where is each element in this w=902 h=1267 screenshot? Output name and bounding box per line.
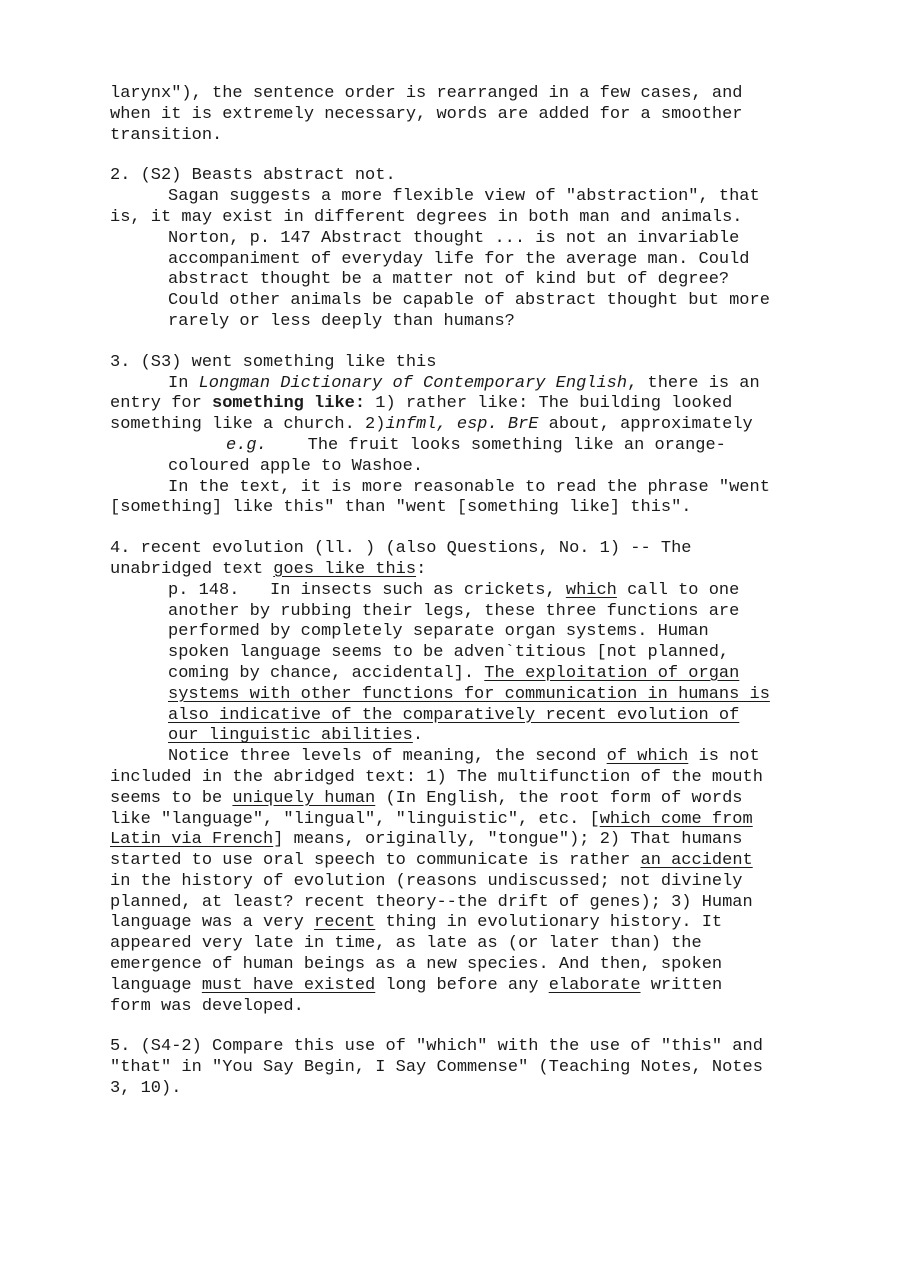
note-4-quote-line: spoken language seems to be adven`titious [not planned, <box>168 643 730 663</box>
text-run: The fruit looks something like an orange- <box>266 435 726 455</box>
intro-line: transition. <box>110 125 223 145</box>
note-3-line <box>110 415 840 436</box>
text-run: , there is an <box>627 373 760 393</box>
text-run: language was a very <box>110 913 315 933</box>
note-2-text: Sagan suggests a more flexible view of "abstraction", that <box>168 187 760 207</box>
note-5-line: 3, 10). <box>110 1079 182 1099</box>
note-4-line <box>110 830 840 851</box>
note-4-quote-line: performed by completely separate organ systems. Human <box>168 622 709 642</box>
underlined-text: Latin via French <box>110 830 274 850</box>
note-4-line <box>110 913 840 934</box>
note-3-line <box>110 374 840 395</box>
text-run: thing in evolutionary history. It <box>375 913 723 933</box>
note-3-line: coloured apple to Washoe. <box>168 456 424 476</box>
text-run: like "language", "lingual", "linguistic", etc. [ <box>110 809 600 829</box>
entry-term: something like: <box>212 394 366 414</box>
underlined-text: which <box>565 580 617 600</box>
underlined-text: uniquely human <box>232 788 376 808</box>
note-2-text: is, it may exist in different degrees in both man and animals. <box>110 207 743 227</box>
text-run: In <box>168 373 199 393</box>
note-4-quote-line <box>110 706 840 727</box>
note-2-quote-line: Could other animals be capable of abstract thought but more <box>168 291 770 311</box>
text-run: entry for <box>110 394 213 414</box>
intro-line: when it is extremely necessary, words are added for a smoother <box>110 104 743 124</box>
note-3 <box>110 353 840 519</box>
text-run: call to one <box>616 580 740 600</box>
text-run: coming by chance, accidental]. <box>168 663 485 683</box>
note-4-line <box>110 810 840 831</box>
note-4-quote-line: another by rubbing their legs, these three functions are <box>168 601 740 621</box>
note-4-line <box>110 789 840 810</box>
underlined-text: The exploitation of organ <box>484 663 740 683</box>
underlined-text: also indicative of the comparatively recent evolution of <box>168 705 740 725</box>
text-run: ] means, originally, "tongue"); 2) That humans <box>273 830 743 850</box>
underlined-text: recent <box>314 913 376 933</box>
note-2-quote-line: rarely or less deeply than humans? <box>168 311 515 331</box>
text-run: Notice three levels of meaning, the second <box>168 747 607 767</box>
intro-paragraph <box>110 84 840 146</box>
text-run: . <box>412 726 424 746</box>
text-run: is not <box>688 747 760 767</box>
note-4-line <box>110 851 840 872</box>
note-4-quote-line <box>110 664 840 685</box>
note-4-line: planned, at least? recent theory--the drift of genes); 3) Human <box>110 892 753 912</box>
note-4-quote-line <box>110 581 840 602</box>
note-4-line: included in the abridged text: 1) The multifunction of the mouth <box>110 767 763 787</box>
usage-label: infml, esp. BrE <box>385 415 539 435</box>
document-page <box>110 84 840 1100</box>
note-2-quote-line: abstract thought be a matter not of kind but of degree? <box>168 270 730 290</box>
text-run: started to use oral speech to communicate is rather <box>110 851 641 871</box>
note-4-line: form was developed. <box>110 996 304 1016</box>
underlined-text: elaborate <box>548 975 641 995</box>
note-4-heading: 4. recent evolution (ll. ) (also Questions, No. 1) -- The <box>110 539 692 559</box>
text-run: p. 148. In insects such as crickets, <box>168 580 566 600</box>
note-3-line: [something] like this" than "went [something like] this". <box>110 498 692 518</box>
text-run: unabridged text <box>110 559 274 579</box>
note-3-line: In the text, it is more reasonable to read the phrase "went <box>168 477 770 497</box>
underlined-text: an accident <box>640 851 753 871</box>
text-run: (In English, the root form of words <box>375 788 743 808</box>
underlined-text: our linguistic abilities <box>168 726 413 746</box>
note-4 <box>110 539 840 1017</box>
note-4-line <box>110 976 840 997</box>
note-5-line: "that" in "You Say Begin, I Say Commense" (Teaching Notes, Notes <box>110 1058 763 1078</box>
note-4-line: emergence of human beings as a new species. And then, spoken <box>110 955 723 975</box>
note-5 <box>110 1037 840 1099</box>
intro-line: larynx"), the sentence order is rearranged in a few cases, and <box>110 84 743 103</box>
underlined-text: which come from <box>599 809 753 829</box>
text-run: seems to be <box>110 788 233 808</box>
note-4-line <box>110 747 840 768</box>
dictionary-title: Longman Dictionary of Contemporary English <box>198 373 628 393</box>
note-2-quote-line: Norton, p. 147 Abstract thought ... is not an invariable <box>168 228 740 248</box>
note-4-line <box>110 560 840 581</box>
note-2 <box>110 166 840 332</box>
underlined-text: systems with other functions for communication in humans is <box>168 684 770 704</box>
underlined-text: of which <box>606 747 689 767</box>
note-3-line <box>110 436 840 457</box>
note-2-quote-line: accompaniment of everyday life for the average man. Could <box>168 249 750 269</box>
text-run: 1) rather like: The building looked <box>365 394 733 414</box>
text-run: : <box>416 559 427 579</box>
note-5-line: 5. (S4-2) Compare this use of "which" with the use of "this" and <box>110 1037 763 1057</box>
note-4-line: appeared very late in time, as late as (or later than) the <box>110 934 702 954</box>
note-3-line <box>110 394 840 415</box>
note-4-quote-line <box>110 726 840 747</box>
note-4-quote-line <box>110 685 840 706</box>
example-label: e.g. <box>226 435 267 455</box>
note-2-heading: 2. (S2) Beasts abstract not. <box>110 166 396 186</box>
note-4-line: in the history of evolution (reasons undiscussed; not divinely <box>110 871 743 891</box>
text-run: about, approximately <box>538 415 753 435</box>
note-3-heading: 3. (S3) went something like this <box>110 352 437 372</box>
underlined-text: must have existed <box>201 975 376 995</box>
text-run: language <box>110 975 202 995</box>
underlined-text: goes like this <box>273 559 417 579</box>
text-run: written <box>640 975 723 995</box>
text-run: something like a church. 2) <box>110 415 386 435</box>
text-run: long before any <box>375 975 549 995</box>
